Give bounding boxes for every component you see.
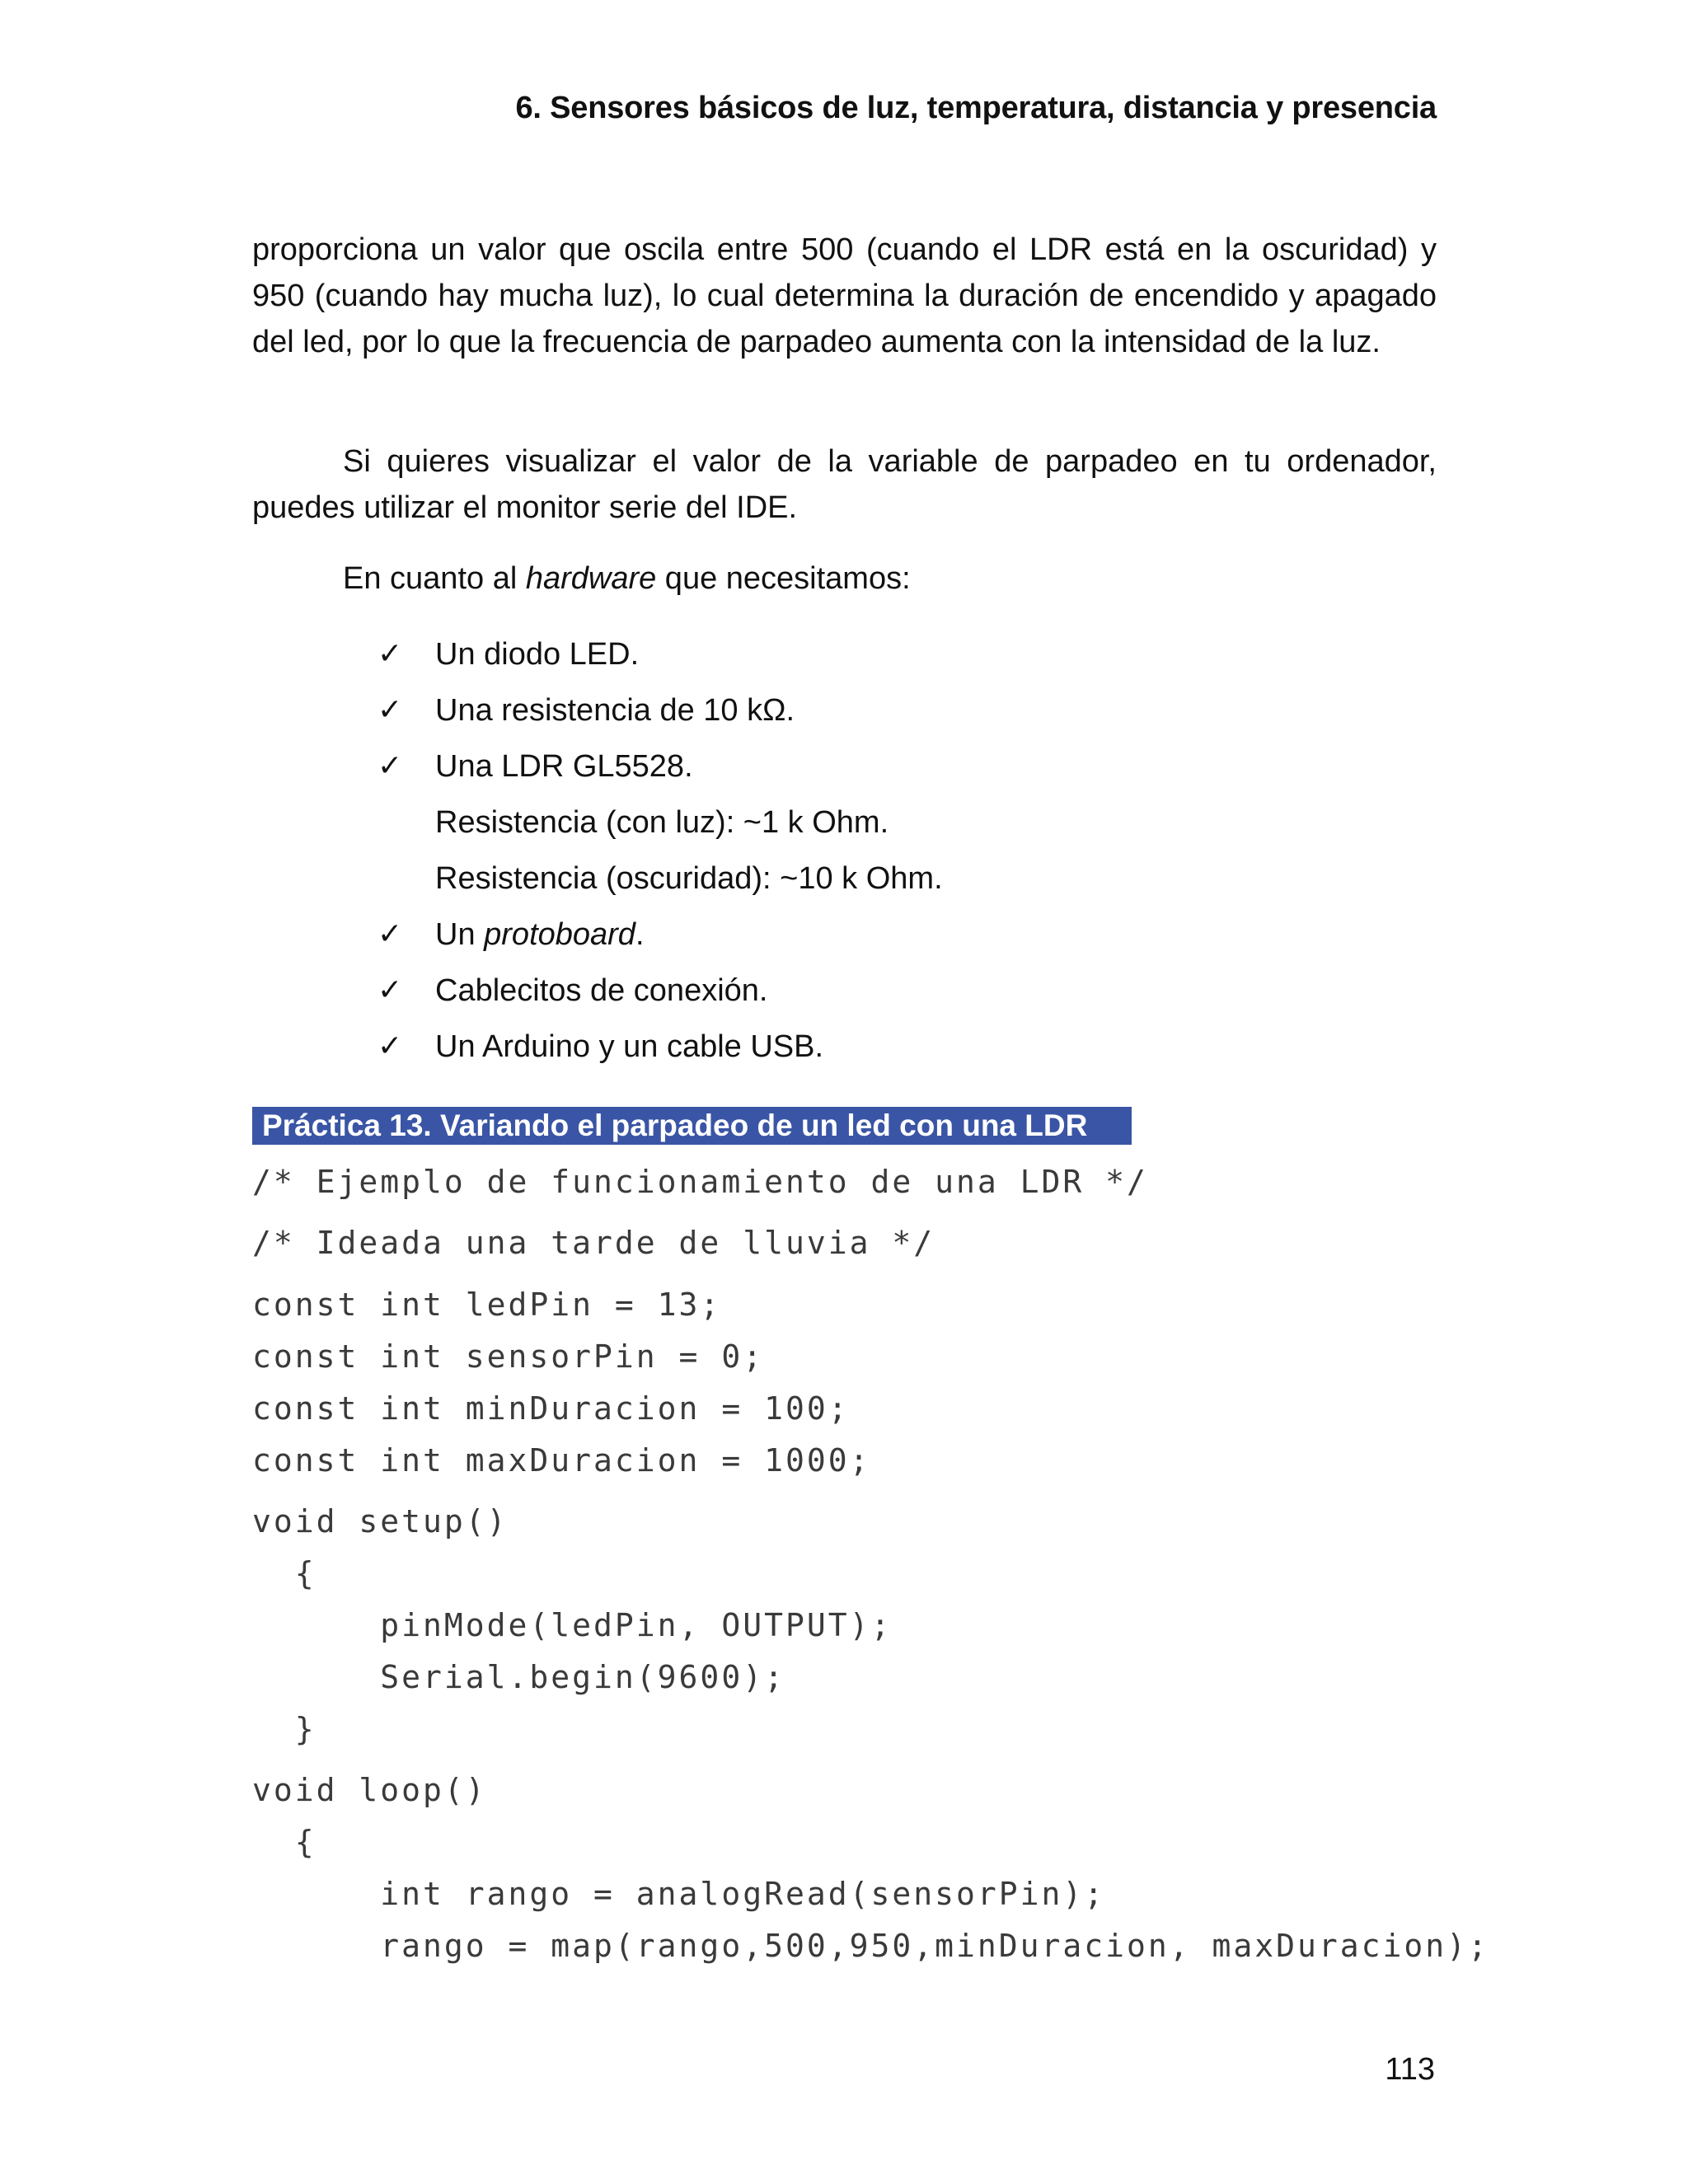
code-line: /* Ideada una tarde de lluvia */ bbox=[252, 1225, 935, 1261]
list-item-text: Un bbox=[435, 917, 485, 952]
paragraph-hardware-intro bbox=[252, 555, 1437, 602]
list-item bbox=[376, 626, 943, 682]
checkmark-icon: ✓ bbox=[377, 1029, 403, 1063]
code-line: void setup() bbox=[252, 1503, 509, 1540]
code-line: } bbox=[252, 1711, 316, 1747]
code-line: rango = map(rango,500,950,minDuracion, maxDuracion); bbox=[252, 1928, 1489, 1964]
list-item-text: Un Arduino y un cable USB. bbox=[435, 1029, 824, 1064]
checkmark-icon: ✓ bbox=[377, 637, 403, 671]
list-item bbox=[376, 1019, 943, 1075]
code-line: { bbox=[252, 1555, 316, 1591]
practice-title: Práctica 13. Variando el parpadeo de un led con una LDR bbox=[252, 1107, 1132, 1145]
checkmark-icon: ✓ bbox=[377, 693, 403, 727]
code-line: const int ledPin = 13; bbox=[252, 1286, 722, 1323]
paragraph-serial-monitor: Si quieres visualizar el valor de la variable de parpadeo en tu ordenador, puedes utilizar el monitor serie del IDE. bbox=[252, 444, 1437, 525]
hardware-list bbox=[376, 626, 943, 1075]
paragraph-ldr-range: proporciona un valor que oscila entre 500 (cuando el LDR está en la oscuridad) y 950 (cuando hay mucha luz), lo cual determina la duración de encendido y apagado del led, por lo que la frecuencia de parpadeo aumenta con la intensidad de la luz. bbox=[252, 232, 1437, 359]
list-item-text: Un diodo LED. bbox=[435, 637, 640, 672]
code-line: pinMode(ledPin, OUTPUT); bbox=[252, 1607, 893, 1643]
list-item-text: Resistencia (con luz): ~1 k Ohm. bbox=[435, 805, 889, 840]
code-line: const int sensorPin = 0; bbox=[252, 1338, 765, 1375]
code-line: const int maxDuracion = 1000; bbox=[252, 1442, 871, 1479]
list-item-detail bbox=[376, 851, 943, 907]
code-line: { bbox=[252, 1824, 316, 1860]
code-line: /* Ejemplo de funcionamiento de una LDR */ bbox=[252, 1164, 1148, 1200]
list-item bbox=[376, 963, 943, 1019]
checkmark-icon: ✓ bbox=[377, 749, 403, 783]
page-number: 113 bbox=[1385, 2052, 1435, 2087]
text: En cuanto al bbox=[343, 561, 526, 596]
code-line: int rango = analogRead(sensorPin); bbox=[252, 1876, 1106, 1912]
italic-text: protoboard bbox=[484, 917, 635, 952]
list-item bbox=[376, 907, 943, 963]
italic-text: hardware bbox=[525, 561, 657, 596]
code-line: Serial.begin(9600); bbox=[252, 1659, 785, 1695]
list-item-detail bbox=[376, 794, 943, 851]
checkmark-icon: ✓ bbox=[377, 973, 403, 1007]
list-item-text: . bbox=[635, 917, 645, 952]
list-item bbox=[376, 682, 943, 738]
checkmark-icon: ✓ bbox=[377, 917, 403, 951]
list-item bbox=[376, 738, 943, 794]
code-line: const int minDuracion = 100; bbox=[252, 1390, 850, 1427]
list-item-text: Cablecitos de conexión. bbox=[435, 973, 768, 1008]
running-header: 6. Sensores básicos de luz, temperatura, distancia y presencia bbox=[515, 91, 1437, 125]
list-item-text: Una LDR GL5528. bbox=[435, 749, 693, 784]
list-item-text: Resistencia (oscuridad): ~10 k Ohm. bbox=[435, 861, 943, 896]
code-line: void loop() bbox=[252, 1772, 487, 1808]
text: que necesitamos: bbox=[656, 561, 911, 596]
list-item-text: Una resistencia de 10 kΩ. bbox=[435, 693, 795, 728]
